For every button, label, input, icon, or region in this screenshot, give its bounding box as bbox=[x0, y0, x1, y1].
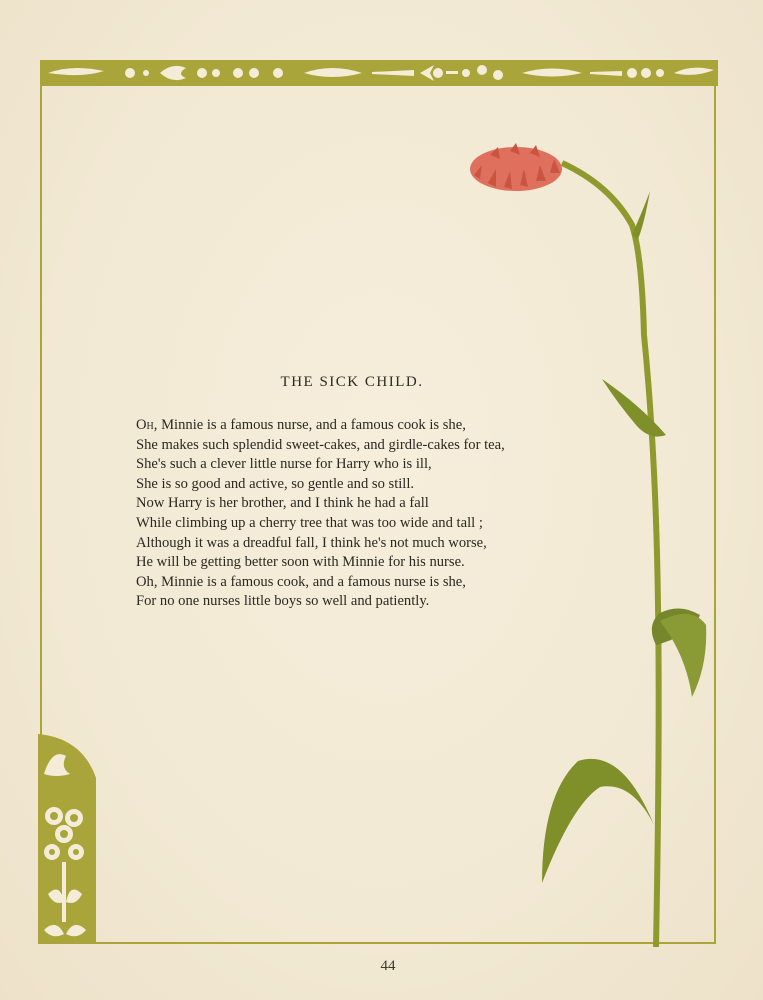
poem-line-1: Oh, Minnie is a famous nurse, and a famous cook is she, bbox=[136, 417, 466, 433]
poem-line-2: She makes such splendid sweet-cakes, and girdle-cakes for tea, bbox=[136, 436, 505, 453]
poem-line-8: He will be getting better soon with Minnie for his nurse. bbox=[136, 554, 465, 571]
page-number: 44 bbox=[380, 958, 396, 974]
poem-line-10: For no one nurses little boys so well and patiently. bbox=[136, 593, 430, 610]
poem-line-3: She's such a clever little nurse for Harry who is ill, bbox=[136, 456, 432, 473]
poem-line-9: Oh, Minnie is a famous cook, and a famous nurse is she, bbox=[136, 573, 466, 590]
poem-title: THE SICK CHILD. bbox=[280, 374, 424, 390]
poem-line-7: Although it was a dreadful fall, I think he's not much worse, bbox=[136, 534, 487, 551]
leaf-and-berry-border-icon bbox=[42, 60, 718, 86]
poem-line-6: While climbing up a cherry tree that was too wide and tall ; bbox=[136, 514, 483, 531]
flower-corner-ornament-icon bbox=[38, 734, 98, 944]
poem-line-5: Now Harry is her brother, and I think he had a fall bbox=[136, 495, 429, 512]
poem-line-4: She is so good and active, so gentle and so still. bbox=[136, 475, 415, 492]
bistort-flower-icon bbox=[460, 135, 720, 947]
poem-first-word: Oh, bbox=[136, 417, 158, 433]
